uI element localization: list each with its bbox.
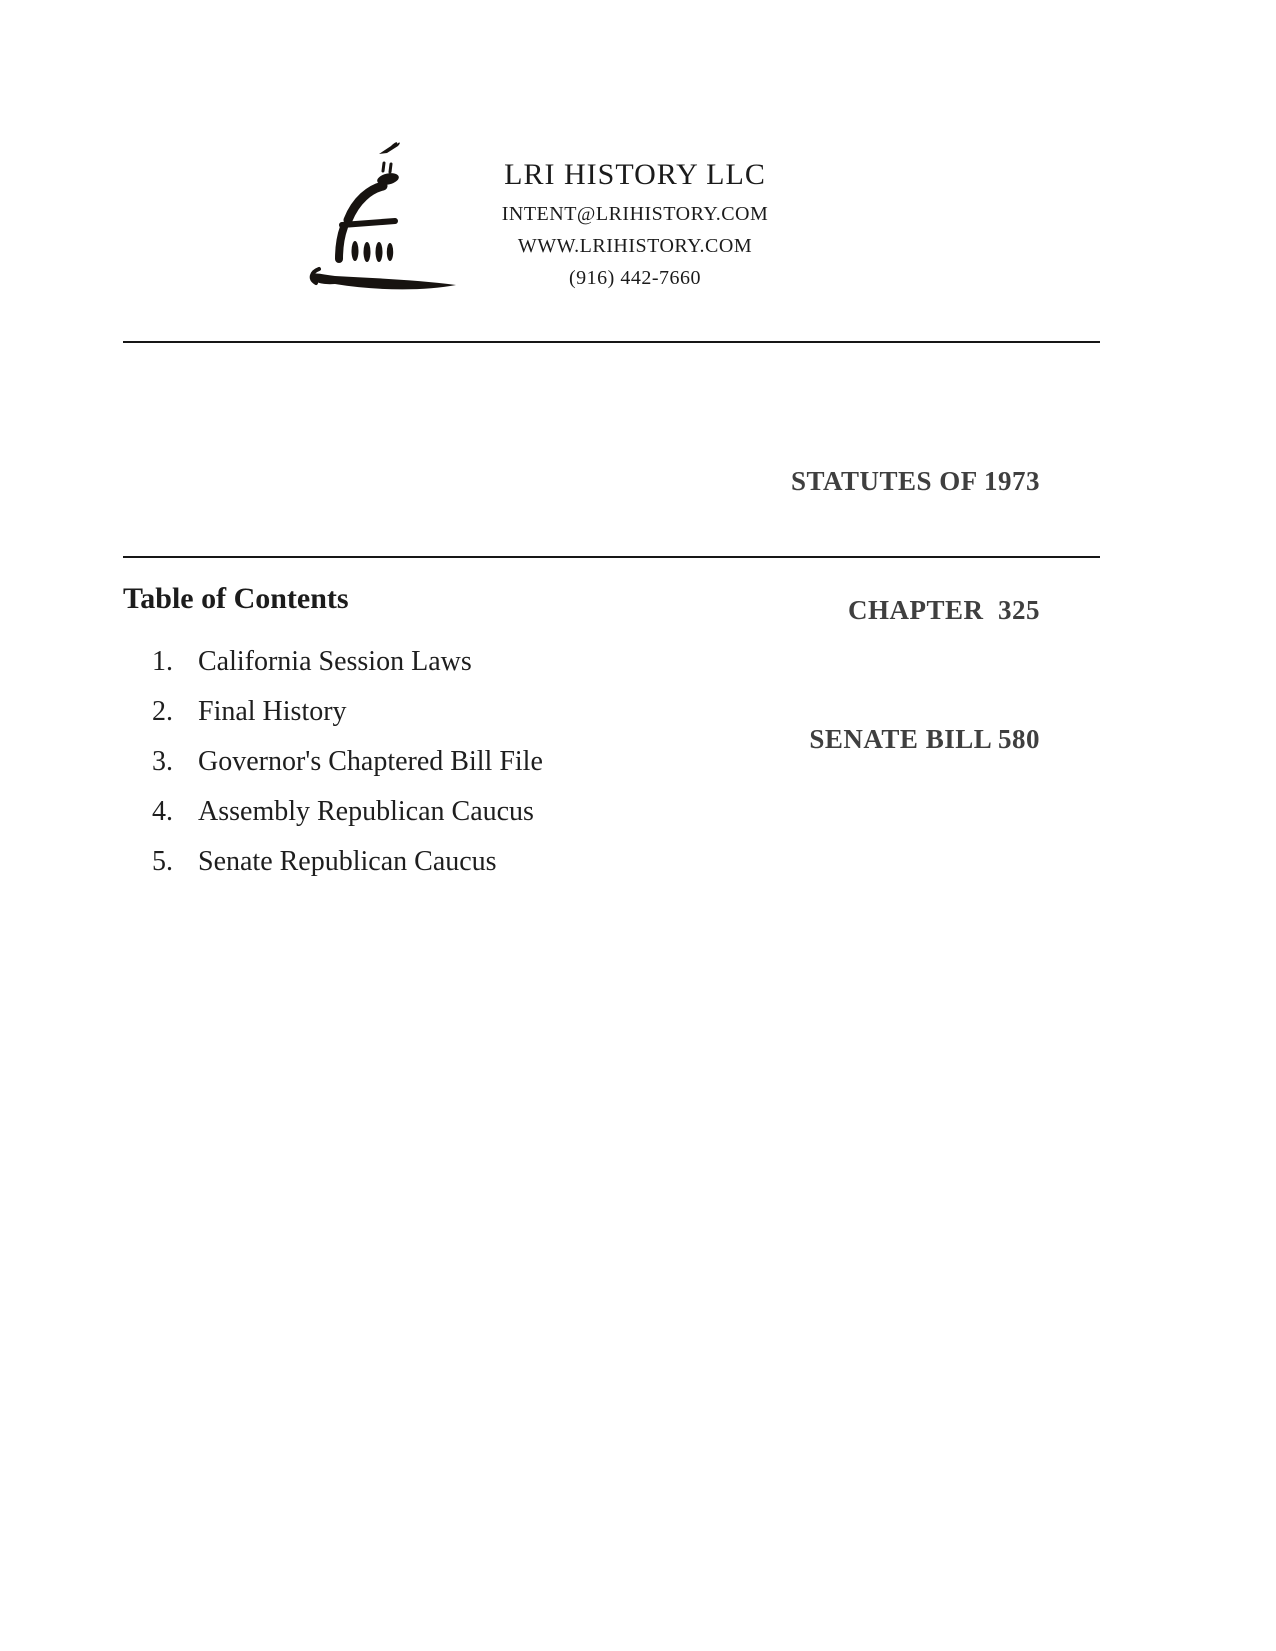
toc-item-number: 2. — [152, 696, 173, 727]
company-phone: (916) 442-7660 — [569, 267, 701, 289]
company-name: LRI HISTORY LLC — [504, 158, 766, 191]
company-email: INTENT@LRIHISTORY.COM — [501, 203, 769, 225]
statutes-line: STATUTES OF 1973 — [790, 466, 1040, 496]
toc-heading: Table of Contents — [123, 582, 349, 615]
toc-item-number: 5. — [152, 846, 173, 877]
toc-item-number: 1. — [152, 646, 173, 677]
toc-list — [152, 637, 852, 887]
letterhead — [435, 152, 835, 294]
toc-item-number: 3. — [152, 746, 173, 777]
toc-item-label: Final History — [198, 696, 347, 727]
toc-item-label: California Session Laws — [198, 646, 472, 677]
toc-item — [152, 637, 852, 687]
toc-item — [152, 737, 852, 787]
toc-item-number: 4. — [152, 796, 173, 827]
toc-item — [152, 687, 852, 737]
chapter-line: CHAPTER 325 — [847, 595, 1040, 625]
company-website: WWW.LRIHISTORY.COM — [517, 235, 753, 257]
toc-item-label: Senate Republican Caucus — [198, 846, 497, 877]
toc-item-label: Assembly Republican Caucus — [198, 796, 534, 827]
senate-bill-line: SENATE BILL 580 — [809, 724, 1040, 754]
horizontal-rule-top — [123, 341, 1100, 343]
toc-item-label: Governor's Chaptered Bill File — [198, 746, 543, 777]
toc-item — [152, 837, 852, 887]
horizontal-rule-bottom — [123, 556, 1100, 558]
toc-item — [152, 787, 852, 837]
